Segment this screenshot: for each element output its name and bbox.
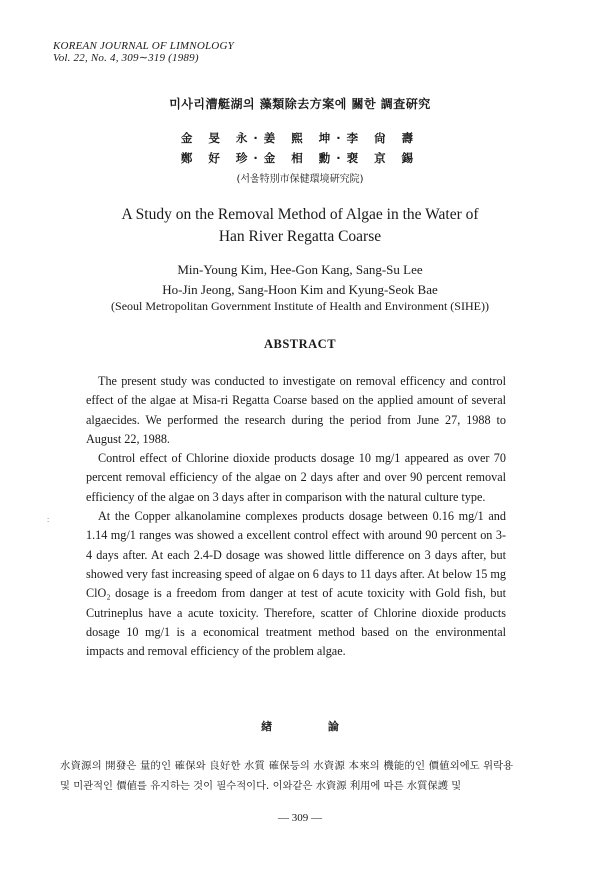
- journal-citation: Vol. 22, No. 4, 309∼319 (1989): [53, 52, 199, 64]
- korean-authors-line1: 金 旻 永·姜 熙 坤·李 尙 壽: [180, 131, 420, 145]
- english-authors: [0, 260, 600, 300]
- margin-mark: :: [47, 515, 50, 524]
- intro-paragraph: 水資源의 開發은 量的인 確保와 良好한 水質 確保등의 水資源 本來의 機能的인 價値외에도 위락용 및 미관적인 價値를 유지하는 것이 필수적이다. 이와같은 水資源 利用에 따른 水質保護 및: [60, 760, 513, 792]
- journal-header: [53, 40, 234, 64]
- page-number: — 309 —: [278, 812, 322, 824]
- korean-affiliation: (서울特別市保健環境硏究院): [236, 174, 364, 185]
- journal-name: KOREAN JOURNAL OF LIMNOLOGY: [53, 40, 234, 52]
- english-title-line1: A Study on the Removal Method of Algae in the Water of: [121, 206, 479, 223]
- english-authors-line2: Ho-Jin Jeong, Sang-Hoon Kim and Kyung-Seok Bae: [162, 282, 438, 297]
- english-title: [0, 204, 600, 248]
- english-affiliation: (Seoul Metropolitan Government Institute of Health and Environment (SIHE)): [111, 299, 489, 313]
- english-authors-line1: Min-Young Kim, Hee-Gon Kang, Sang-Su Lee: [177, 262, 423, 277]
- section-heading: 緖 論: [261, 720, 365, 733]
- korean-authors-line2: 鄭 好 珍·金 相 勳·裵 京 錫: [180, 151, 420, 165]
- abstract-heading: ABSTRACT: [263, 337, 337, 351]
- abstract-paragraph: Control effect of Chlorine dioxide products dosage 10 mg/1 appeared as over 70 percent removal efficiency of the algae on 2 days after and over 90 percent removal efficiency of the algae on 3 days after in comparison with the natural culture type.: [86, 451, 506, 504]
- abstract-paragraph: The present study was conducted to investigate on removal efficency and control effect of the algae at Misa-ri Regatta Coarse based on the applied amount of several algaecides. We performed the research during the period from June 27, 1988 to August 22, 1988.: [86, 374, 506, 446]
- abstract-body: [86, 372, 506, 661]
- abstract-paragraph: At the Copper alkanolamine complexes products dosage between 0.16 mg/1 and 1.14 mg/1 ranges was showed a excellent control effect with around 90 percent on 3-4 days after. At each 2.4-D dosage was showed little difference on 3 days after, but showed very fast increasing speed of algae on 6 days to 11 days after. At below 15 mg ClO₂ dosage is a freedom from danger at test of acute toxicity with Gold fish, but Cutrineplus have a acute toxicity. Therefore, scatter of Chlorine dioxide products dosage 10 mg/1 is a economical treatment method based on the environmental impacts and removal efficiency of the problem algae.: [86, 509, 506, 659]
- korean-title: 미사리漕艇湖의 藻類除去方案에 關한 調査硏究: [169, 97, 431, 111]
- english-title-line2: Han River Regatta Coarse: [218, 228, 382, 245]
